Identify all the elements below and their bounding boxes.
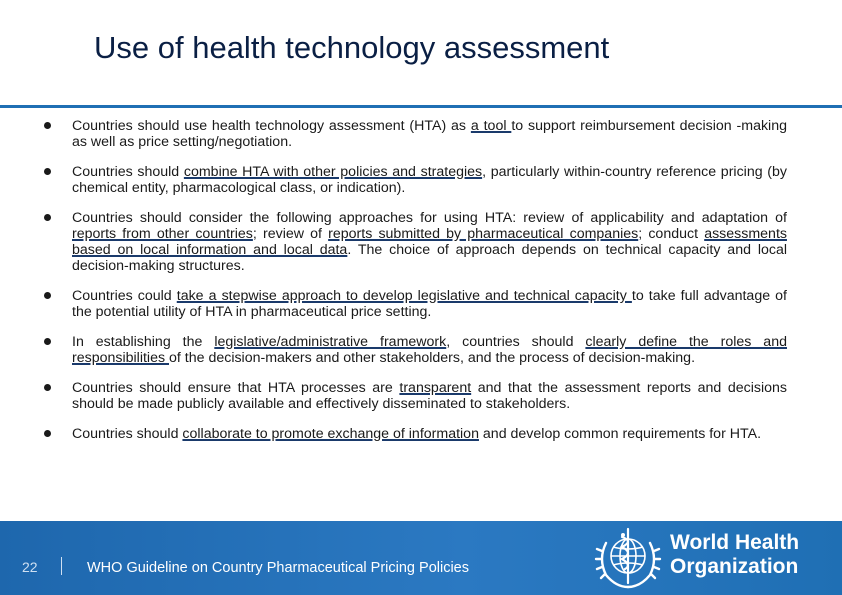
- underlined-phrase: combine HTA with other policies and strategies: [183, 164, 483, 180]
- footer-bar: [0, 521, 842, 595]
- bullet-dot-icon: [44, 214, 51, 221]
- bullet-text-segment: ; review of: [252, 226, 329, 242]
- underlined-phrase: take a stepwise approach to develop legislative and technical capacity: [176, 288, 632, 304]
- bullet-dot-icon: [44, 430, 51, 437]
- bullet-text: [72, 210, 787, 274]
- who-name-line1: World Health: [670, 531, 800, 554]
- bullet-text-segment: . The choice of approach depends on technical capacity and local decision-making structures.: [72, 242, 787, 274]
- bullet-text-segment: , countries should: [446, 334, 586, 350]
- underlined-phrase: reports submitted by pharmaceutical companies: [328, 226, 639, 242]
- page-number-divider: [61, 557, 62, 575]
- bullet-text: [72, 118, 787, 150]
- underlined-phrase: assessments based on local information and local data: [72, 226, 787, 258]
- bullet-dot-icon: [44, 292, 51, 299]
- bullet-text: [72, 288, 787, 320]
- bullet-dot-icon: [44, 168, 51, 175]
- bullet-text-segment: to take full advantage of the potential utility of HTA in pharmaceutical price setting.: [72, 288, 787, 320]
- bullet-text-segment: Countries should ensure that HTA processes are: [72, 380, 400, 396]
- bullet-text-segment: and develop common requirements for HTA.: [478, 426, 762, 442]
- bullet-dot-icon: [44, 122, 51, 129]
- footer-title: WHO Guideline on Country Pharmaceutical Pricing Policies: [87, 560, 469, 576]
- bullet-text-segment: to support reimbursement decision -making as well as price setting/negotiation.: [72, 118, 787, 150]
- bullet-text-segment: of the decision-makers and other stakeholders, and the process of decision-making.: [169, 350, 696, 366]
- bullet-text-segment: Countries should: [72, 426, 183, 442]
- underlined-phrase: transparent: [399, 380, 472, 396]
- bullet-text-segment: and that the assessment reports and decisions should be made publicly available and effectively disseminated to stakeholders.: [72, 380, 788, 412]
- who-name-logo: [670, 531, 799, 579]
- underlined-phrase: reports from other countries: [72, 226, 253, 242]
- bullet-text-segment: Countries could: [72, 288, 177, 304]
- who-name-line2: Organization: [670, 555, 799, 578]
- bullet-dot-icon: [44, 338, 51, 345]
- title-divider: [0, 105, 842, 108]
- page-number: 22: [22, 559, 38, 575]
- bullet-text: [72, 426, 787, 442]
- bullet-dot-icon: [44, 384, 51, 391]
- bullet-text-segment: In establishing the: [72, 334, 215, 350]
- who-emblem-icon: [592, 523, 664, 593]
- bullet-text-segment: Countries should: [72, 164, 184, 180]
- underlined-phrase: collaborate to promote exchange of information: [182, 426, 479, 442]
- bullet-text-segment: Countries should consider the following approaches for using HTA: review of applicability and adaptation of: [72, 210, 787, 226]
- bullet-text-segment: Countries should use health technology assessment (HTA) as: [72, 118, 471, 134]
- bullet-text: [72, 380, 787, 412]
- underlined-phrase: clearly define the roles and responsibilities: [72, 334, 787, 366]
- bullet-text-segment: , particularly within-country reference pricing (by chemical entity, pharmacological class, or indication).: [72, 164, 787, 196]
- underlined-phrase: a tool: [470, 118, 512, 134]
- bullet-text: [72, 164, 787, 196]
- slide-title: Use of health technology assessment: [94, 30, 610, 65]
- bullet-text: [72, 334, 787, 366]
- bullet-text-segment: ; conduct: [638, 226, 705, 242]
- underlined-phrase: legislative/administrative framework: [214, 334, 447, 350]
